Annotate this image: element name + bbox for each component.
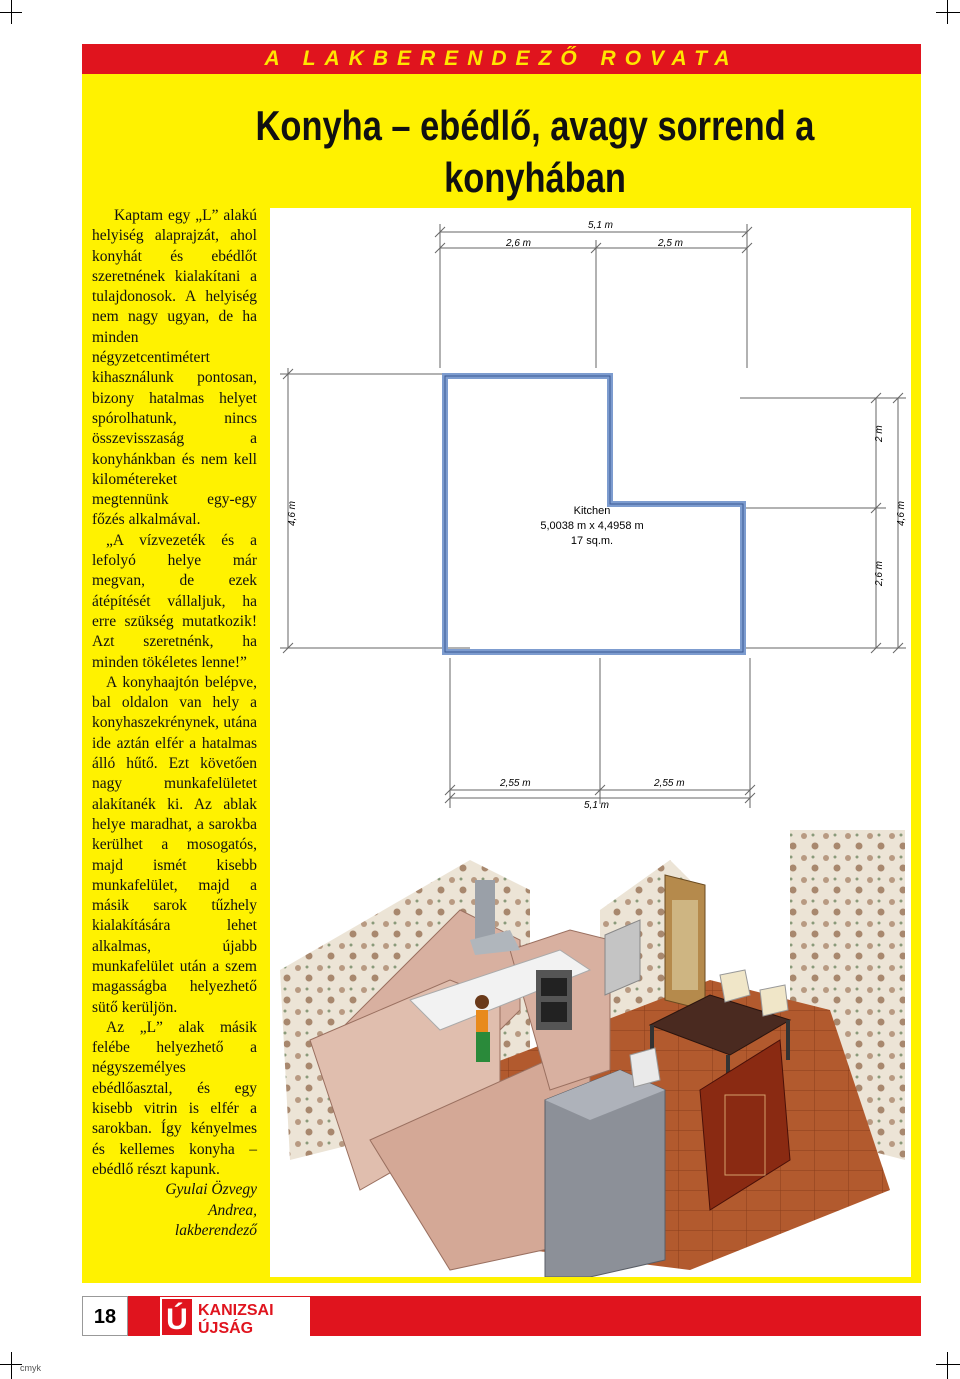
dim-bottom-total: 5,1 m [584, 800, 610, 811]
publication-logo [160, 1297, 310, 1337]
author-signature [92, 1180, 257, 1241]
print-color-mark: cmyk [20, 1363, 41, 1373]
paragraph: Kaptam egy „L” alakú helyiség alaprajzát, ahol konyhát és ebédlőt szeretnének kialakítani a tulajdonosok. A helyiség nem nagy ugyan, de ha minden négyzetcentimétert kihasználunk pontosan, bizony hatalmas helyet spórolhatunk, nincs összevisszaság a konyhánkban és nem kell kilométereket megtennünk egy-egy főzés alkalmával. [92, 207, 257, 529]
article-body [92, 206, 257, 1241]
crop-mark-br-v [947, 1352, 948, 1379]
paragraph: Az „L” alak másik felébe helyezhető a négyszemélyes ebédlőasztal, és egy kisebb vitrin is elfér a sarokban. Így kényelmes és kellemes konyha – ebédlő részt kapunk. [92, 1018, 257, 1178]
page-number: 18 [82, 1296, 128, 1336]
kitchen-3d-image [270, 830, 911, 1277]
logo-mark: Ú [166, 1303, 188, 1336]
dim-top-right: 2,5 m [658, 238, 684, 249]
section-header: A LAKBERENDEZŐ ROVATA [82, 44, 921, 74]
author-role: lakberendező [174, 1221, 257, 1239]
crop-mark-bl-v [11, 1352, 12, 1379]
paragraph: „A vízvezeték és a lefolyó helye már megvan, de ezek átépítését vállaljuk, ha erre szükség mutatkozik! Azt szeretnénk, ha minden tökéletes lenne!” [92, 531, 257, 671]
dim-left-height: 4,6 m [287, 500, 298, 526]
paragraph: A konyhaajtón belépve, bal oldalon van hely a konyhaszekrénynek, utána ide aztán elfér a hatalmas álló hűtő. Ezt követően nagy munkafelületet alakítanék ki. Az ablak helye maradhat, a sarokba kerülhet a mosogatós, majd ismét kisebb munkafelület, majd a másik sarok tűzhely kialakítására lehet alkalmas, újabb munkafelület után a szem magasságba helyezhető sütő kerüljön. [92, 673, 257, 1016]
dim-right-lower: 2,6 m [874, 560, 885, 586]
author-name: Gyulai Özvegy [165, 1181, 257, 1199]
crop-mark-br-h [936, 1364, 960, 1365]
author-name-cont: Andrea, [208, 1201, 257, 1219]
crop-mark-tr-v [947, 0, 948, 24]
room-area: 17 sq.m. [570, 535, 614, 547]
room-name: Kitchen [573, 505, 611, 517]
logo-line2: ÚJSÁG [198, 1320, 254, 1337]
crop-mark-tr-h [936, 12, 960, 13]
room-size: 5,0038 m x 4,4958 m [540, 520, 644, 532]
dim-bottom-left: 2,55 m [500, 778, 531, 789]
floor-plan [270, 208, 911, 830]
kitchen-3d-render [270, 830, 911, 1277]
logo-line1: KANIZSAI [198, 1302, 274, 1319]
dim-right-total: 4,6 m [896, 500, 907, 526]
dim-top-total: 5,1 m [588, 220, 614, 231]
article-title: Konyha – ebédlő, avagy sorrend a konyhában [255, 102, 815, 201]
dim-top-left: 2,6 m [506, 238, 532, 249]
crop-mark-tl-v [11, 0, 12, 24]
floor-plan-drawing [270, 208, 911, 830]
dim-bottom-right: 2,55 m [654, 778, 685, 789]
dim-right-upper: 2 m [874, 425, 885, 442]
